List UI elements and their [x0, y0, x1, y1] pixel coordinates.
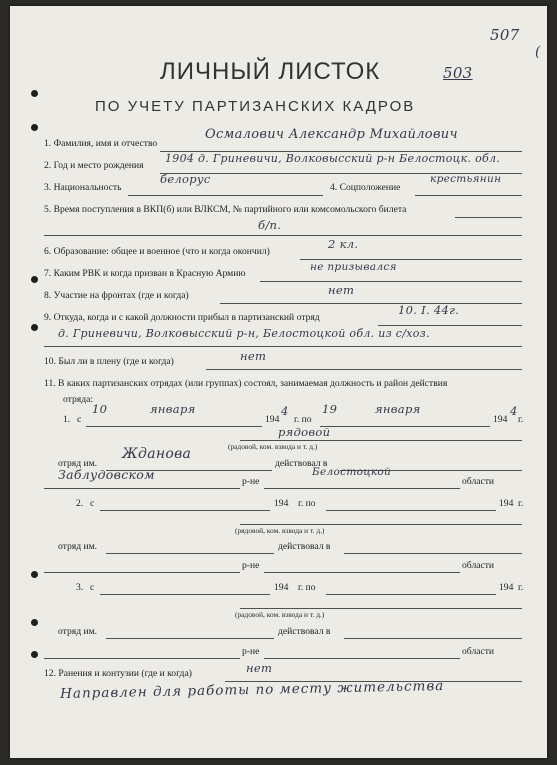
- field-7-label: 7. Каким РВК и когда призван в Красную Армию: [44, 268, 246, 279]
- entry-2-otryad-line: [106, 553, 274, 554]
- field-8-value: нет: [328, 283, 355, 297]
- field-11-label-2: отряда:: [63, 394, 93, 405]
- page-title: ЛИЧНЫЙ ЛИСТОК: [160, 58, 381, 85]
- entry-3-from-line: [100, 594, 270, 595]
- entry-2-district-line: [264, 572, 460, 573]
- field-12-label: 12. Ранения и контузии (где и когда): [44, 668, 192, 679]
- entry-1-rne: р-не: [242, 476, 260, 487]
- field-8-line: [220, 303, 522, 304]
- field-4-line: [415, 195, 522, 196]
- entry-3-number: 3.: [76, 582, 84, 593]
- entry-2-year-prefix-1: 194: [274, 498, 289, 509]
- binder-hole: [31, 651, 38, 658]
- field-3-line: [128, 195, 323, 196]
- entry-1-year-digit-1: 4: [281, 404, 289, 418]
- entry-3-oblasti: области: [462, 646, 495, 657]
- field-5-line-2: [44, 235, 522, 236]
- entry-2-g-end: г.: [518, 498, 524, 509]
- entry-3-deistvoval: действовал в: [278, 626, 331, 637]
- entry-1-number: 1.: [63, 414, 71, 425]
- entry-2-rne: р-не: [242, 560, 260, 571]
- field-10-line: [206, 369, 522, 370]
- entry-2-to-line: [326, 510, 496, 511]
- field-8-label: 8. Участие на фронтах (где и когда): [44, 290, 189, 301]
- entry-3-from-prefix: с: [90, 582, 95, 593]
- entry-3-position-line: [240, 608, 522, 609]
- entry-1-from-prefix: с: [77, 414, 82, 425]
- field-4-label: 4. Соцположение: [330, 182, 401, 193]
- entry-1-otryad-label: отряд им.: [58, 458, 98, 469]
- entry-1-year-prefix-1: 194: [265, 414, 280, 425]
- field-1-value: Осмалович Александр Михайлович: [205, 127, 458, 142]
- entry-2-region-line: [44, 572, 240, 573]
- corner-mark: (: [535, 44, 541, 60]
- page-number: 503: [443, 64, 473, 82]
- field-9-value: 10. I. 44г.: [398, 303, 460, 317]
- entry-1-from-day: 10: [92, 402, 108, 416]
- field-6-line: [300, 259, 522, 260]
- field-9-line: [378, 325, 522, 326]
- entry-2-g-label: г. по: [298, 498, 316, 509]
- binder-hole: [31, 571, 38, 578]
- entry-1-district-value: Белостоцкой: [312, 466, 392, 478]
- binder-hole: [31, 619, 38, 626]
- binder-hole: [31, 90, 38, 97]
- entry-3-position-caption: (радовой, ком. взвода и т. д.): [235, 610, 325, 619]
- handwritten-note: Направлен для работы по месту жительства: [60, 677, 445, 702]
- entry-1-g-label: г. по: [294, 414, 312, 425]
- field-7-line: [260, 281, 522, 282]
- entry-1-year-digit-2: 4: [510, 404, 518, 418]
- entry-2-oblasti: области: [462, 560, 495, 571]
- field-1-label: 1. Фамилия, имя и отчество: [44, 138, 158, 149]
- field-11-label: 11. В каких партизанских отрядах (или группах) состоял, занимаемая должность и район действия: [44, 378, 448, 389]
- entry-1-district-line: [264, 488, 460, 489]
- field-6-label: 6. Образование: общее и военное (что и когда окончил): [44, 246, 270, 257]
- entry-3-deistvoval-line: [344, 638, 522, 639]
- entry-1-position-line: [240, 440, 522, 441]
- field-9-line-2: [44, 346, 522, 347]
- field-5-value: б/п.: [258, 218, 282, 232]
- entry-2-deistvoval-line: [344, 553, 522, 554]
- field-3-value: белорус: [160, 172, 211, 186]
- entry-3-district-line: [264, 658, 460, 659]
- entry-3-rne: р-не: [242, 646, 260, 657]
- field-10-label: 10. Был ли в плену (где и когда): [44, 356, 174, 367]
- entry-1-from-month: января: [150, 402, 196, 416]
- field-7-value: не призывался: [310, 261, 397, 273]
- entry-1-deistvoval: действовал в: [275, 458, 328, 469]
- document-sheet: [10, 6, 547, 758]
- entry-3-g-label: г. по: [298, 582, 316, 593]
- entry-2-from-line: [100, 510, 270, 511]
- field-6-value: 2 кл.: [328, 237, 359, 251]
- field-9-value-2: д. Гриневичи, Волковысский р-н, Белостоцкой обл. из с/хоз.: [58, 327, 430, 340]
- entry-2-from-prefix: с: [90, 498, 95, 509]
- entry-1-g-end: г.: [518, 414, 524, 425]
- entry-3-region-line: [44, 658, 240, 659]
- entry-1-otryad-value: Жданова: [122, 446, 192, 462]
- field-4-value: крестьянин: [430, 173, 502, 185]
- field-5-label: 5. Время поступления в ВКП(б) или ВЛКСМ, № партийного или комсомольского билета: [44, 204, 407, 215]
- binder-hole: [31, 324, 38, 331]
- entry-3-g-end: г.: [518, 582, 524, 593]
- entry-3-otryad-label: отряд им.: [58, 626, 98, 637]
- page-subtitle: ПО УЧЕТУ ПАРТИЗАНСКИХ КАДРОВ: [95, 98, 416, 115]
- entry-1-from-line: [86, 426, 262, 427]
- entry-1-year-prefix-2: 194: [493, 414, 508, 425]
- entry-2-year-prefix-2: 194: [499, 498, 514, 509]
- entry-2-number: 2.: [76, 498, 84, 509]
- entry-2-deistvoval: действовал в: [278, 541, 331, 552]
- entry-2-otryad-label: отряд им.: [58, 541, 98, 552]
- entry-1-region-line: [44, 488, 240, 489]
- entry-1-to-month: января: [375, 402, 421, 416]
- field-12-value: нет: [246, 661, 273, 675]
- entry-1-position-caption: (радовой, ком. взвода и т. д.): [228, 442, 318, 451]
- field-9-label: 9. Откуда, когда и с какой должности прибыл в партизанский отряд: [44, 312, 320, 323]
- entry-3-otryad-line: [106, 638, 274, 639]
- entry-2-position-line: [240, 524, 522, 525]
- entry-3-to-line: [326, 594, 496, 595]
- field-5-line: [455, 217, 522, 218]
- field-3-label: 3. Национальность: [44, 182, 122, 193]
- entry-1-to-day: 19: [322, 402, 338, 416]
- corner-number: 507: [490, 26, 520, 44]
- entry-3-year-prefix-2: 194: [499, 582, 514, 593]
- field-10-value: нет: [240, 349, 267, 363]
- entry-1-position: рядовой: [278, 425, 331, 439]
- entry-1-region-value: Заблудовском: [58, 467, 155, 482]
- binder-hole: [31, 276, 38, 283]
- entry-1-to-line: [320, 426, 490, 427]
- entry-1-oblasti: области: [462, 476, 495, 487]
- field-2-value: 1904 д. Гриневичи, Волковысский р-н Белостоцк. обл.: [165, 152, 501, 165]
- entry-3-year-prefix-1: 194: [274, 582, 289, 593]
- binder-hole: [31, 124, 38, 131]
- entry-2-position-caption: (рядовой, ком. взвода и т. д.): [235, 526, 325, 535]
- field-2-label: 2. Год и место рождения: [44, 160, 144, 171]
